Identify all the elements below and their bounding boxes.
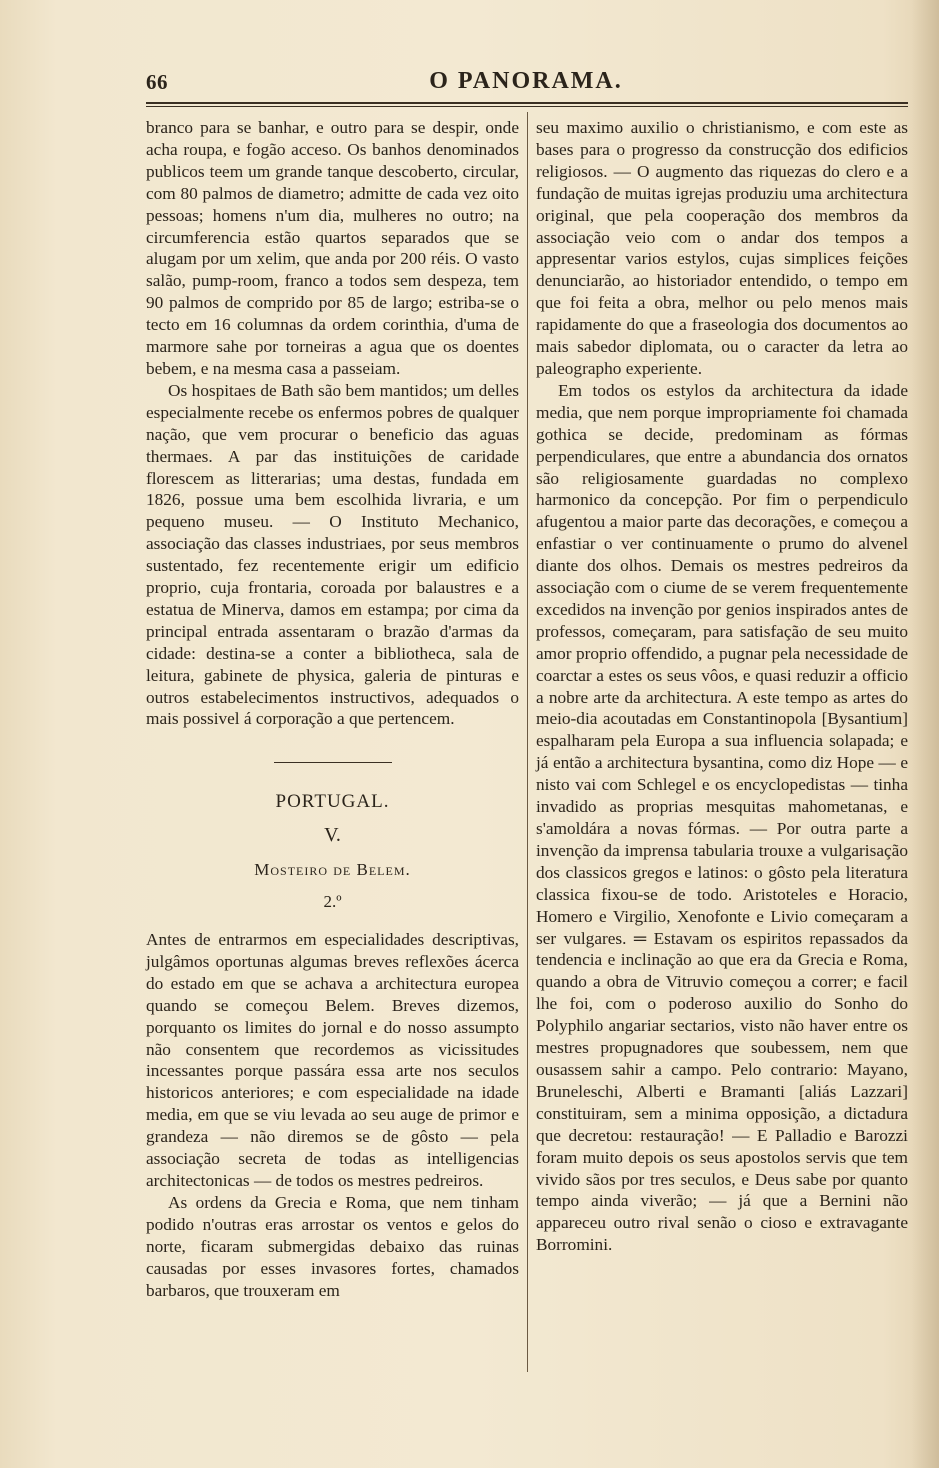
section-roman-numeral: V. bbox=[324, 824, 341, 847]
paragraph-bath-hospitals: Os hospitaes de Bath são bem mantidos; um delles especialmente recebe os enfermos pobres de qualquer nação, que vem procurar o beneficio das aguas thermaes. A par das instituições de caridade florescem as litterarias; uma destas, fundada em 1826, possue uma bem escolhida livraria, e um pequeno museu. — O Instituto Mechanico, associação das classes industriaes, por seus membros sustentado, fez recentemente erigir um edificio proprio, cuja frontaria, coroada por balaustres e a estatua de Minerva, damos em estampa; por cima da principal entrada assentaram o brazão d'armas da cidade: destina-se a conter a bibliotheca, sala de leitura, gabinete de physica, galeria de pinturas e outros estabelecimentos instructivos, adequados o mais possivel á corporação a que pertencem. bbox=[146, 380, 519, 729]
paragraph-middle-ages-styles: Em todos os estylos da architectura da idade media, que nem porque impropriamente foi chamada gothica se decide, predominam as fórmas perpendiculares, que entre a abundancia dos ornatos são religiosamente guardadas no complexo harmonico da concepção. Por fim o perpendiculo afugentou a maior parte das decorações, e começou a enfastiar o ver continuamente o prumo do alvenel diante dos olhos. Demais os mestres pedreiros da associação com o ciume de se verem frequentemente excedidos na invenção por genios inspirados antes de professos, começaram, para satisfação de seu muito amor proprio offendido, a pugnar pela necessidade de coarctar a estes os seus vôos, e quasi reduzir a officio a nobre arte da architectura. A este tempo as artes do meio-dia acoutadas em Constantinopola [Bysantium] espalharam pela Europa a sua influencia solapada; e já então a architectura bysantina, como diz Hope — e nisto vai com Schlegel e os encyclopedistas — tinha invadido as proprias mesquitas mahometanas, e s'amoldára a novas fórmas. — Por outra parte a invenção da imprensa tabularia trouxe a vulgarisação dos classicos gregos e latinos: o gôsto pela literatura classica fixou-se de todo. Aristoteles e Horacio, Homero e Virgilio, Xenofonte e Livio começaram a ser vulgares. ═ Estavam os espiritos repassados da tendencia e inclinação ao que era da Grecia e Roma, quando a obra de Vitruvio começou a correr; e facil lhe foi, com o poderoso auxilio do Sonho do Polyphilo angariar sectarios, visto não haver entre os mestres propugnadores que soubessem, nem que ousassem sahir a campo. Pelo contrario: Mayano, Bruneleschi, Alberti e Bramanti [aliás Lazzari] constituiram, sem a minima opposição, a dictadura que decretou: restauração! — E Palladio e Barozzi foram muito depois os seus apostolos servis que tem vivido sãos por tres seculos, e Deus sabe por quanto tempo ainda viverão; — já que a Bernini não appareceu outro rival senão o cioso e extravagante Borromini. bbox=[536, 380, 908, 1255]
paragraph-belem-intro: Antes de entrarmos em especialidades descriptivas, julgâmos oportunas algumas breves reflexões ácerca do estado em que se achava a architectura europea quando se começou Belem. Breves dizemos, porquanto os limites do jornal e do nosso assumpto não consentem que recordemos as vicissitudes incessantes porque passára essa arte nos seculos historicos anteriores; e com especialidade na idade media, em que se viu levada ao seu auge de primor e grandeza — não diremos se de gôsto — pela associação secreta de todas as intelligencias architectonicas — de todos os mestres pedreiros. bbox=[146, 930, 519, 1190]
header-rule-thin bbox=[146, 106, 908, 107]
binding-shadow bbox=[911, 0, 939, 1468]
paragraph-greek-roman-orders: As ordens da Grecia e Roma, que nem tinham podido n'outras eras arrostar os ventos e gelos do norte, ficaram submergidas debaixo das ruinas causadas por esses invasores fortes, chamados barbaros, que trouxeram em bbox=[146, 1192, 519, 1300]
paragraph-christianity-architecture: seu maximo auxilio o christianismo, e com este as bases para o progresso da construcção dos edificios religiosos. — O augmento das riquezas do clero e a fundação de muitas igrejas produziu uma architectura original, que pela cooperação dos membros da associação veio com o andar dos tempos a appresentar varios estylos, cujas simplices feições denunciarão, ao historiador entendido, o tempo em que foi feita a obra, melhor ou pelo menos mais rapidamente do que a fraseologia dos documentos ao mais sabedor diplomata, ou o caracter da letra ao paleographo experiente. bbox=[536, 118, 908, 378]
section-divider bbox=[274, 762, 392, 763]
paragraph-bath-baths: branco para se banhar, e outro para se despir, onde acha roupa, e fogão acceso. Os banhos denominados publicos teem um grande tanque descoberto, circular, com 80 palmos de diametro; admitte de cada vez oito pessoas; homens n'um dia, mulheres no outro; na circumferencia estão quartos separados que se alugam por um xelim, que anda por 200 réis. O vasto salão, pump-room, franco a todos sem despeza, tem 90 palmos de comprido por 85 de largo; estriba-se o tecto em 16 columnas da ordem corinthia, d'uma de marmore sahe por torneiras a agua que os doentes bebem, e na mesma casa a passeiam. bbox=[146, 118, 519, 378]
page-header bbox=[146, 64, 906, 104]
section-part-number: 2.º bbox=[323, 892, 342, 912]
journal-title: O PANORAMA. bbox=[429, 68, 623, 94]
section-title: PORTUGAL. bbox=[275, 791, 390, 813]
left-column bbox=[146, 117, 519, 1301]
header-rule bbox=[146, 102, 908, 104]
right-column bbox=[536, 117, 908, 1256]
page-number: 66 bbox=[146, 70, 168, 94]
column-divider bbox=[527, 112, 528, 1372]
section-subtitle: Mosteiro de Belem. bbox=[254, 860, 411, 880]
